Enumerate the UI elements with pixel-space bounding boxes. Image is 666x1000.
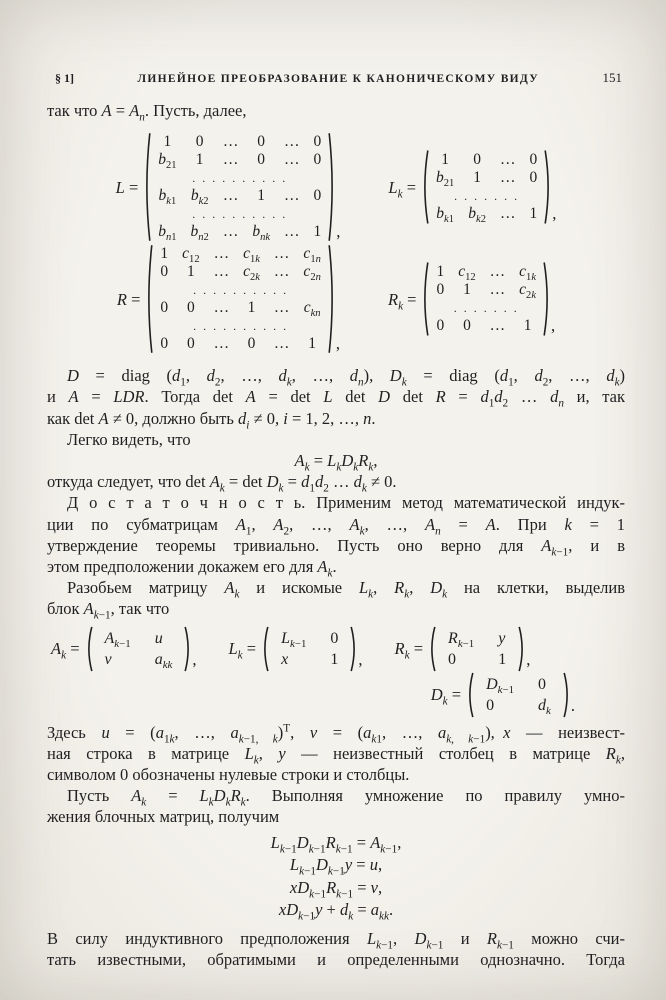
text-line-split-2: блок $A_{k-1}$, так что bbox=[47, 599, 170, 622]
text-column bbox=[47, 100, 625, 970]
left-parenthesis bbox=[421, 261, 429, 337]
matrix-Lk: $L_k$ = 1 0 … 0 $b_{21}$ 1 … 0 . . . . . . . $b_{k1}$ $b_{k2}$ … 1 , bbox=[388, 151, 557, 226]
page-header bbox=[55, 70, 622, 86]
matrix-Rk-block: $R_k$ = $R_{k-1}$ y 0 1 , bbox=[395, 626, 531, 672]
text-line-diag: D = diag ($d_1$, $d_2$, …, $d_k$, …, $d_n$), $D_k$ = diag ($d_1$, $d_2$, …, $d_k$) bbox=[67, 366, 626, 389]
right-parenthesis bbox=[184, 626, 192, 672]
text-line-ldr2: как det A ≠ 0, должно быть $d_i \ne 0$, i = 1, 2, …, n. bbox=[47, 408, 376, 431]
right-parenthesis bbox=[518, 626, 526, 672]
matrix-Lk-block: $L_k$ = $L_{k-1}$ 0 x 1 , bbox=[228, 626, 362, 672]
text-line-sufficiency-2: ции по субматрицам $A_1$, $A_2$, …, $A_k$, …, $A_n = A$. При k = 1 bbox=[47, 514, 626, 537]
system-equation-3: $xD_{k-1}R_{k-1} = v$, bbox=[289, 877, 383, 900]
section-marker: § 1] bbox=[55, 71, 74, 85]
display-equation-system bbox=[47, 832, 625, 922]
right-parenthesis bbox=[544, 149, 552, 225]
left-parenthesis bbox=[145, 243, 153, 355]
system-equation-1: $L_{k-1}D_{k-1}R_{k-1} = A_{k-1}$, bbox=[270, 832, 402, 855]
text-line-mult-1: Пусть $A_k = L_kD_kR_k$. Выполняя умножение по правилу умно- bbox=[67, 786, 625, 809]
text-line-conclusion-2: тать известными, обратимыми и определенными однозначно. Тогда bbox=[47, 949, 625, 969]
display-matrices-L bbox=[47, 131, 625, 243]
text-line-sufficiency-1: Д о с т а т о ч н о с т ь. Применим метод математической индук- bbox=[67, 493, 625, 513]
left-parenthesis bbox=[261, 626, 269, 672]
left-parenthesis bbox=[143, 131, 151, 243]
display-block-matrices bbox=[47, 626, 625, 672]
system-equation-2: $L_{k-1}D_{k-1}y = u$, bbox=[289, 855, 383, 878]
right-parenthesis bbox=[328, 243, 336, 355]
text-line-mult-2: жения блочных матриц, получим bbox=[47, 807, 280, 827]
matrix-R: R = 1 $c_{12}$ … $c_{1k}$ … $c_{1n}$ 0 1 … $c_{2k}$ … $c_{2n}$ . . . . . . . . . . 0 0 … 1 … $c_{kn}$ . . . . . . . . . . 0 0 … 0 … 1 , bbox=[117, 243, 340, 355]
text-line-here-1: Здесь $u = (a_{1k}$, …, $a_{k-1, k})^T$, $v = (a_{k1}$, …, $a_{k, k-1}$), x — неизвест- bbox=[47, 722, 626, 745]
matrix-Dk-block: $D_k$ = $D_{k-1}$ 0 0 $d_k$ . bbox=[431, 672, 575, 718]
text-line-split-1: Разобьем матрицу $A_k$ и искомые $L_k$, $R_k$, $D_k$ на клетки, выделив bbox=[67, 578, 626, 601]
matrix-Ak-block: $A_k$ = $A_{k-1}$ u v $a_{kk}$ , bbox=[51, 626, 196, 672]
text-line-sufficiency-4: этом предположении докажем его для $A_k$. bbox=[47, 557, 337, 580]
text-line-conclusion-1: В силу индуктивного предположения $L_{k-1}$, $D_{k-1}$ и $R_{k-1}$ можно счи- bbox=[47, 928, 625, 951]
right-parenthesis bbox=[563, 672, 571, 718]
display-equation-Ak: $A_k = L_kD_kR_k$, bbox=[294, 451, 378, 474]
running-title: ЛИНЕЙНОЕ ПРЕОБРАЗОВАНИЕ К КАНОНИЧЕСКОМУ ВИДУ bbox=[137, 73, 539, 85]
text-line-here-2: ная строка в матрице $L_k$, y — неизвестный столбец в матрице $R_k$, bbox=[47, 743, 625, 767]
matrix-L: L = 1 0 … 0 … 0 $b_{21}$ 1 … 0 … 0 . . . . . . . . . . $b_{k1}$ $b_{k2}$ … 1 … 0 . . . . . . . . . . $b_{n1}$ $b_{n2}$ … $b_{nk}$ … 1 , bbox=[115, 133, 341, 244]
display-matrices-R bbox=[47, 243, 625, 355]
left-parenthesis bbox=[85, 626, 93, 672]
right-parenthesis bbox=[350, 626, 358, 672]
text-line-ldr1: и A = LDR. Тогда det A = det L det D $\det R = d_1d_2$ … $d_n$ и, так bbox=[47, 387, 626, 410]
left-parenthesis bbox=[428, 626, 436, 672]
display-block-matrix-Dk bbox=[47, 672, 625, 718]
left-parenthesis bbox=[466, 672, 474, 718]
text-line-follows: откуда следует, что $\det A_k = \det D_k = d_1d_2$ … $d_k \ne 0$. bbox=[47, 472, 397, 495]
text-line-intro: так что $A = A_n$. Пусть, далее, bbox=[47, 101, 247, 124]
right-parenthesis bbox=[328, 131, 336, 243]
page-number: 151 bbox=[602, 70, 622, 85]
text-line-sufficiency-3: утверждение теоремы тривиально. Пусть оно верно для $A_{k-1}$, и в bbox=[47, 535, 625, 559]
text-line-easy: Легко видеть, что bbox=[67, 429, 191, 449]
left-parenthesis bbox=[421, 149, 429, 225]
matrix-Rk: $R_k$ = 1 $c_{12}$ … $c_{1k}$ 0 1 … $c_{2k}$ . . . . . . . 0 0 … 1 , bbox=[388, 261, 555, 337]
right-parenthesis bbox=[543, 261, 551, 337]
text-line-here-3: символом 0 обозначены нулевые строки и столбцы. bbox=[47, 765, 410, 785]
system-equation-4: $xD_{k-1}y + d_k = a_{kk}$. bbox=[278, 900, 394, 923]
